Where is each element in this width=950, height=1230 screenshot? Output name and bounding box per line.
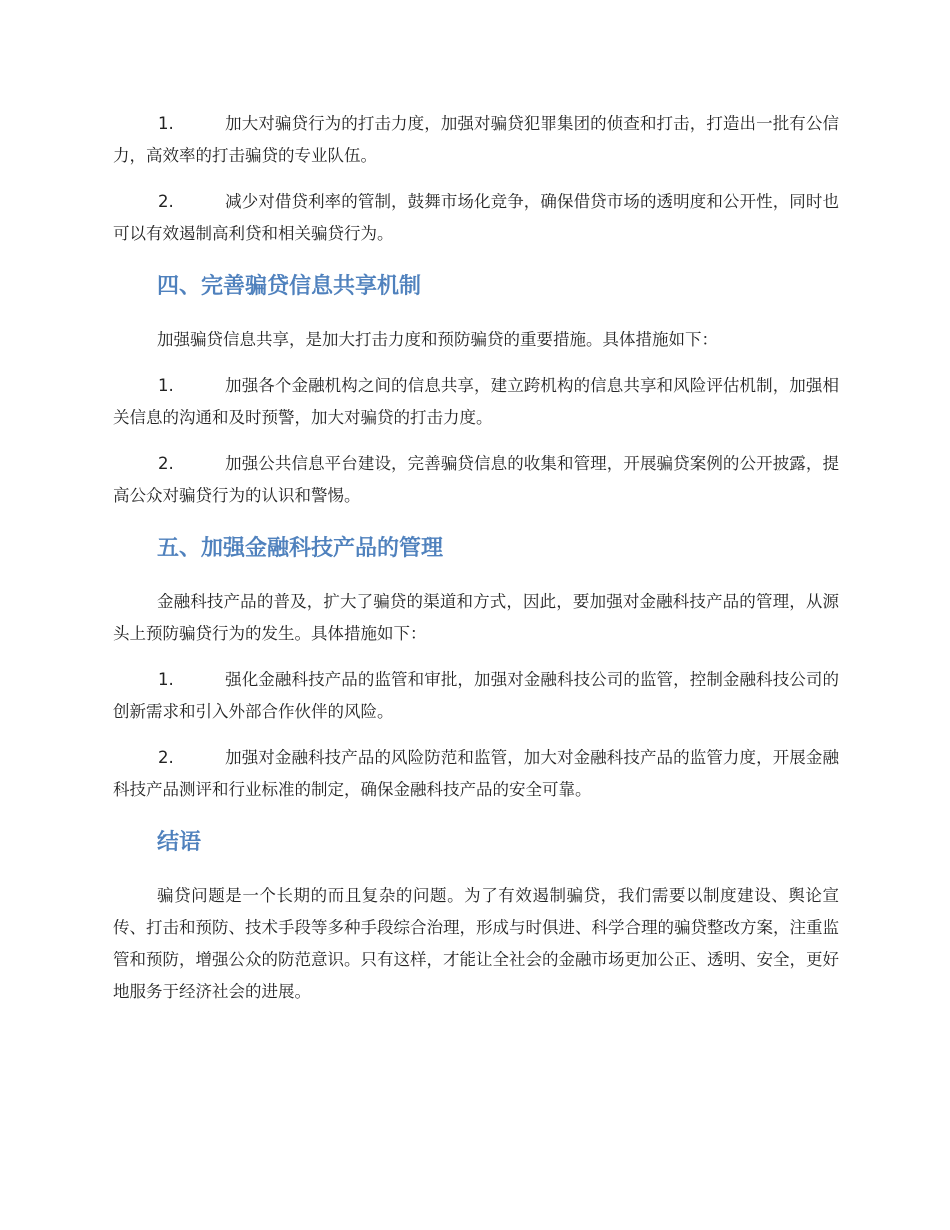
list-item — [113, 742, 839, 806]
section-heading-info-sharing: 四、完善骗贷信息共享机制 — [157, 274, 422, 299]
list-text: 强化金融科技产品的监管和审批，加强对金融科技公司的监管，控制金融科技公司的创新需求和引入外部合作伙伴的风险。 — [113, 670, 839, 721]
conclusion-paragraph: 骗贷问题是一个长期的而且复杂的问题。为了有效遏制骗贷，我们需要以制度建设、舆论宣传、打击和预防、技术手段等多种手段综合治理，形成与时俱进、科学合理的骗贷整改方案，注重监管和预防，增强公众的防范意识。只有这样，才能让全社会的金融市场更加公正、透明、安全，更好地服务于经济社会的进展。 — [113, 886, 839, 1001]
list-number: 1. — [158, 114, 174, 133]
list-item — [113, 664, 839, 728]
list-item — [113, 108, 839, 172]
list-item — [113, 370, 839, 434]
list-item — [113, 186, 839, 250]
section-heading-conclusion: 结语 — [157, 830, 202, 855]
list-number: 1. — [158, 376, 174, 395]
list-number: 1. — [158, 670, 174, 689]
list-number: 2. — [158, 192, 174, 211]
section-intro-paragraph: 加强骗贷信息共享，是加大打击力度和预防骗贷的重要措施。具体措施如下： — [157, 330, 718, 349]
list-text: 加大对骗贷行为的打击力度，加强对骗贷犯罪集团的侦查和打击，打造出一批有公信力，高效率的打击骗贷的专业队伍。 — [113, 114, 839, 165]
list-text: 减少对借贷利率的管制，鼓舞市场化竞争，确保借贷市场的透明度和公开性，同时也可以有效遏制高利贷和相关骗贷行为。 — [113, 192, 839, 243]
list-text: 加强公共信息平台建设，完善骗贷信息的收集和管理，开展骗贷案例的公开披露，提高公众对骗贷行为的认识和警惕。 — [113, 454, 839, 505]
list-text: 加强各个金融机构之间的信息共享，建立跨机构的信息共享和风险评估机制，加强相关信息的沟通和及时预警，加大对骗贷的打击力度。 — [113, 376, 839, 427]
list-number: 2. — [158, 748, 174, 767]
document-body — [113, 108, 839, 1022]
section-intro-paragraph: 金融科技产品的普及，扩大了骗贷的渠道和方式，因此，要加强对金融科技产品的管理，从源头上预防骗贷行为的发生。具体措施如下： — [113, 592, 839, 643]
section-heading-fintech: 五、加强金融科技产品的管理 — [157, 536, 444, 561]
list-text: 加强对金融科技产品的风险防范和监管，加大对金融科技产品的监管力度，开展金融科技产品测评和行业标准的制定，确保金融科技产品的安全可靠。 — [113, 748, 839, 799]
list-number: 2. — [158, 454, 174, 473]
list-item — [113, 448, 839, 512]
